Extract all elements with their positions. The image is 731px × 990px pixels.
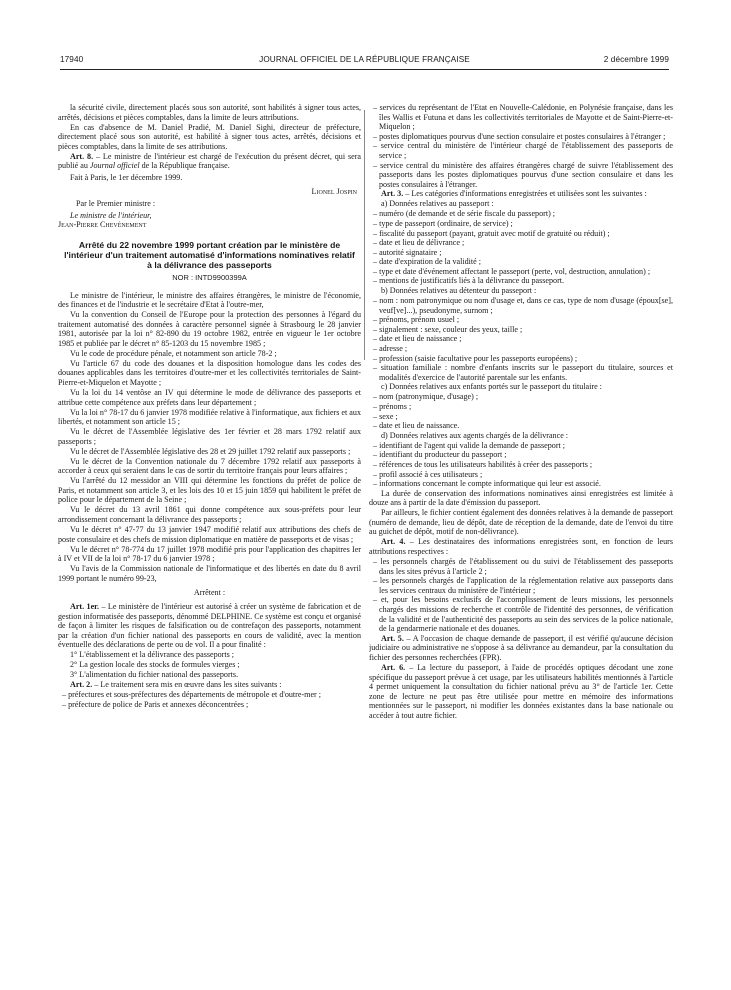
considerant: Vu le décret n° 47-77 du 13 janvier 1947 modifié relatif aux attributions des chefs de poste consulaire et des chefs de mission diplomatique en matière de passeports et de visas ; [58, 525, 361, 544]
list-item: – mentions de justificatifs liés à la délivrance du passeport. [373, 276, 565, 286]
list-item: – sexe ; [373, 411, 398, 421]
article-label: Art. 3. [381, 189, 404, 199]
list-item: – autorité signataire ; [373, 247, 442, 257]
list-item: – fiscalité du passeport (payant, gratuit avec motif de gratuité ou réduit) ; [373, 228, 610, 238]
list-item: – date et lieu de délivrance ; [373, 238, 465, 248]
paragraph: la sécurité civile, directement placés sous son autorité, sont habilités à signer tous actes, arrêtés, décisions et pièces comptables, dans la limite de leurs attributions. [58, 103, 361, 122]
article-2 [58, 680, 361, 690]
list-item: – nom (patronymique, d'usage) ; [373, 392, 479, 402]
considerant: Vu la loi du 14 ventôse an IV qui détermine le mode de délivrance des passeports et attribue cette compétence aux préfets dans leur département ; [58, 388, 361, 407]
article-text-end: de la République française. [139, 161, 230, 171]
considerant: Vu la loi n° 78-17 du 6 janvier 1978 modifiée relative à l'informatique, aux fichiers et aux libertés, et notamment son article 15 ; [58, 407, 361, 427]
list-item: – service central du ministère des affaires étrangères chargé de suivre l'établissement des passeports dans les postes diplomatiques pourvus d'une section consulaire et dans les postes consulaires à l'étranger. [373, 160, 673, 189]
list-item: – numéro (de demande et de série fiscale du passeport) ; [373, 209, 556, 219]
considerant: Vu le décret de l'Assemblée législative des 1er février et 28 mars 1792 relatif aux passeports ; [58, 427, 361, 446]
section-c-title: c) Données relatives aux enfants portés sur le passeport du titulaire : [381, 382, 602, 392]
arrete-title: Arrêté du 22 novembre 1999 portant création par le ministère de l'intérieur d'un traitement automatisé d'informations nominatives relatif à la délivrance des passeports [64, 239, 355, 270]
article-text: – Les destinataires des informations enregistrées sont, en fonction de leurs attributions respectives : [369, 537, 673, 557]
list-item: – prénoms ; [373, 401, 412, 411]
list-item: 3° L'alimentation du fichier national des passeports. [70, 670, 239, 680]
list-item: – date et lieu de naissance. [373, 421, 460, 431]
list-item: – adresse ; [373, 344, 408, 354]
fait-a-paris: Fait à Paris, le 1er décembre 1999. [70, 172, 183, 182]
article-5 [369, 634, 673, 663]
article-text: – Les catégories d'informations enregistrées et utilisées sont les suivantes : [403, 189, 647, 199]
left-column [58, 103, 361, 983]
right-column [369, 103, 673, 983]
article-3 [369, 189, 673, 199]
list-item: – type de passeport (ordinaire, de service) ; [373, 218, 513, 228]
considerant: Vu la convention du Conseil de l'Europe pour la protection des personnes à l'égard du traitement automatisé des données à caractère personnel signée à Strasbourg le 28 janvier 1981, autorisée par la loi n° 82-890 du 19 octobre 1982, entrée en vigueur le 1er octobre 1985 et publiée par le décret n° 85-1203 du 15 novembre 1985 ; [58, 310, 361, 348]
list-item: – profession (saisie facultative pour les passeports européens) ; [373, 353, 578, 363]
list-item: – prénoms, prénom usuel ; [373, 315, 460, 325]
list-item: – type et date d'événement affectant le passeport (perte, vol, destruction, annulation) ; [373, 266, 651, 276]
journal-title: JOURNAL OFFICIEL DE LA RÉPUBLIQUE FRANÇAISE [259, 55, 470, 64]
article-text: – Le ministre de l'intérieur est chargé de l'exécution du présent décret, qui sera publié au [58, 151, 361, 171]
list-item: – références de tous les utilisateurs habilités à créer des passeports ; [373, 459, 593, 469]
list-item: – identifiant du producteur du passeport ; [373, 450, 507, 460]
issue-date: 2 décembre 1999 [603, 55, 669, 64]
article-label: Art. 2. [70, 680, 93, 690]
article-label: Art. 5. [381, 633, 404, 643]
paragraph: En cas d'absence de M. Daniel Pradié, M. Daniel Sighi, directeur de préfecture, directement placé sous son autorité, est habilité à signer tous actes, arrêtés, décisions et pièces comptables, dans la limite de ses attributions. [58, 122, 361, 151]
considerant: Vu l'arrêté du 12 messidor an VIII qui détermine les fonctions du préfet de police de Paris, et notamment son article 3, et les lois des 10 et 15 juin 1859 qui habilitent le préfet de police pour le département de la Seine ; [58, 476, 361, 505]
arretent-heading: Arrêtent : [193, 588, 226, 598]
list-item: – informations concernant le compte informatique qui leur est associé. [373, 479, 601, 489]
column-divider [364, 110, 365, 360]
nor-reference: NOR : INTD9900399A [172, 272, 247, 282]
list-item: – date et lieu de naissance ; [373, 334, 462, 344]
considerant: Vu l'article 67 du code des douanes et la disposition homologue dans les codes des douanes applicables dans les territoires d'outre-mer et les collectivités territoriales de Saint-Pierre-et-Miquelon et Mayotte ; [58, 358, 361, 388]
list-item: – préfecture de police de Paris et annexes déconcentrées ; [62, 699, 249, 709]
article-label: Art. 6. [381, 662, 406, 672]
considerant: Le ministre de l'intérieur, le ministre des affaires étrangères, le ministre de l'économie, des finances et de l'industrie et le secrétaire d'Etat à l'outre-mer, [58, 290, 361, 310]
considerant: Vu le décret de l'Assemblée législative des 28 et 29 juillet 1792 relatif aux passeports ; [70, 446, 351, 456]
article-text: – Le ministère de l'intérieur est autorisé à créer un système de fabrication et de gestion informatisée des passeports, dénommé DELPHINE. Ce système est conçu et organisé de façon à limiter les risques de falsification ou de contrefaçon des passeports, notamment par la création d'un fichier national des passeports en cours de validité, avec la mention éventuelle des déclarations de perte ou de vol. Il a pour finalité : [58, 601, 361, 650]
header-rule [60, 69, 669, 70]
ministre-name: Jean-Pierre Chevènement [58, 220, 147, 230]
section-b-title: b) Données relatives au détenteur du passeport : [381, 286, 537, 296]
considerant: Vu le décret du 13 avril 1861 qui donne compétence aux sous-préfets pour leur arrondissement concernant la délivrance des passeports ; [58, 505, 361, 525]
par-le-premier-ministre: Par le Premier ministre : [76, 199, 156, 209]
list-item: – service central du ministère de l'intérieur chargé de l'établissement des passeports de service ; [373, 141, 673, 160]
considerant: Vu le code de procédure pénale, et notamment son article 78-2 ; [70, 348, 277, 358]
list-item: – nom : nom patronymique ou nom d'usage et, dans ce cas, type de nom d'usage (époux[se], veuf[ve]...), pseudonyme, surnom ; [373, 296, 673, 315]
considerant: Vu l'avis de la Commission nationale de l'informatique et des libertés en date du 8 avril 1999 portant le numéro 99-23, [58, 564, 361, 583]
signature-prime-minister: Lionel Jospin [311, 186, 357, 196]
article-italic: Journal officiel [89, 161, 140, 171]
list-item: – situation familiale : nombre d'enfants inscrits sur le passeport du titulaire, sources et modalités d'exercice de l'autorité parentale sur les enfants. [373, 363, 673, 382]
list-item: 1° L'établissement et la délivrance des passeports ; [70, 650, 235, 660]
considerant: Vu le décret de la Convention nationale du 7 décembre 1792 relatif aux passeports à accorder à ceux qui seraient dans le cas de sortir du territoire français pour leurs affaires ; [58, 456, 361, 476]
list-item: 2° La gestion locale des stocks de formules vierges ; [70, 660, 240, 670]
page-header [60, 55, 669, 69]
list-item: – et, pour les besoins exclusifs de l'accomplissement de leurs missions, les personnels chargés des missions de recherche et contrôle de l'identité des personnes, de vérification de la validité et de l'authenticité des passeports au sein des services de la police nationale, de la gendarmerie nationale et des douanes. [373, 595, 673, 634]
article-label: Art. 4. [381, 537, 406, 547]
article-4 [369, 537, 673, 556]
list-item: – les personnels chargés de l'établissement ou du suivi de l'établissement des passeports dans les sites prévus à l'article 2 ; [373, 557, 673, 576]
list-item: – identifiant de l'agent qui valide la demande de passeport ; [373, 440, 566, 450]
list-item: – les personnels chargés de l'application de la réglementation relative aux passeports dans les services centraux du ministère de l'intérieur ; [373, 576, 673, 595]
list-item: – services du représentant de l'Etat en Nouvelle-Calédonie, en Polynésie française, dans les îles Wallis et Futuna et dans les collectivités territoriales de Mayotte et de Saint-Pierre-et-Miquelon ; [373, 103, 673, 132]
considerants [58, 291, 361, 584]
article-6 [369, 663, 673, 721]
article-text: – La lecture du passeport, à l'aide de procédés optiques décodant une zone spécifique du passeport prévue à cet usage, par les utilisateurs habilités mentionnés à l'article 4 permet uniquement la consultation du fichier national prévu au 3° de l'article 1er. Cette zone de lecture ne peut pas être utilisée pour mettre en mémoire des informations mentionnées sur le passeport, ni modifier les données existantes dans la base nationale ou accéder à tout autre fichier. [369, 662, 673, 720]
section-a-title: a) Données relatives au passeport : [381, 199, 494, 209]
list-item: – préfectures et sous-préfectures des départements de métropole et d'outre-mer ; [62, 690, 321, 700]
article-1 [58, 602, 361, 650]
list-item: – profil associé à ces utilisateurs ; [373, 469, 483, 479]
list-item: – date d'expiration de la validité ; [373, 257, 481, 267]
ministre-label: Le ministre de l'intérieur, [70, 210, 152, 220]
considerant: Vu le décret n° 78-774 du 17 juillet 1978 modifié pris pour l'application des chapitres Ier à IV et VII de la loi n° 78-17 du 6 janvier 1978 ; [58, 544, 361, 564]
article-text: – Le traitement sera mis en œuvre dans les sites suivants : [92, 680, 282, 690]
list-item: – postes diplomatiques pourvus d'une section consulaire et postes consulaires à l'étranger ; [373, 131, 666, 141]
article-label: Art. 8. [70, 151, 94, 161]
article-label: Art. 1er. [70, 601, 100, 611]
article-8 [58, 152, 361, 171]
section-d-title: d) Données relatives aux agents chargés de la délivrance : [381, 430, 569, 440]
paragraph: La durée de conservation des informations nominatives ainsi enregistrées est limitée à douze ans à partir de la date d'émission du passeport. [369, 488, 673, 508]
page-number: 17940 [60, 55, 84, 64]
article-text: – A l'occasion de chaque demande de passeport, il est vérifié qu'aucune décision judiciaire ou administrative ne s'oppose à sa délivrance au demandeur, par la consultation du fichier des personnes recherchées (FPR). [369, 633, 673, 662]
list-item: – signalement : sexe, couleur des yeux, taille ; [373, 324, 523, 334]
paragraph: Par ailleurs, le fichier contient également des données relatives à la demande de passeport (numéro de demande, lieu de dépôt, date de réception de la demande, date de l'envoi du titre au guichet de dépôt, motif de non-délivrance). [369, 508, 673, 537]
